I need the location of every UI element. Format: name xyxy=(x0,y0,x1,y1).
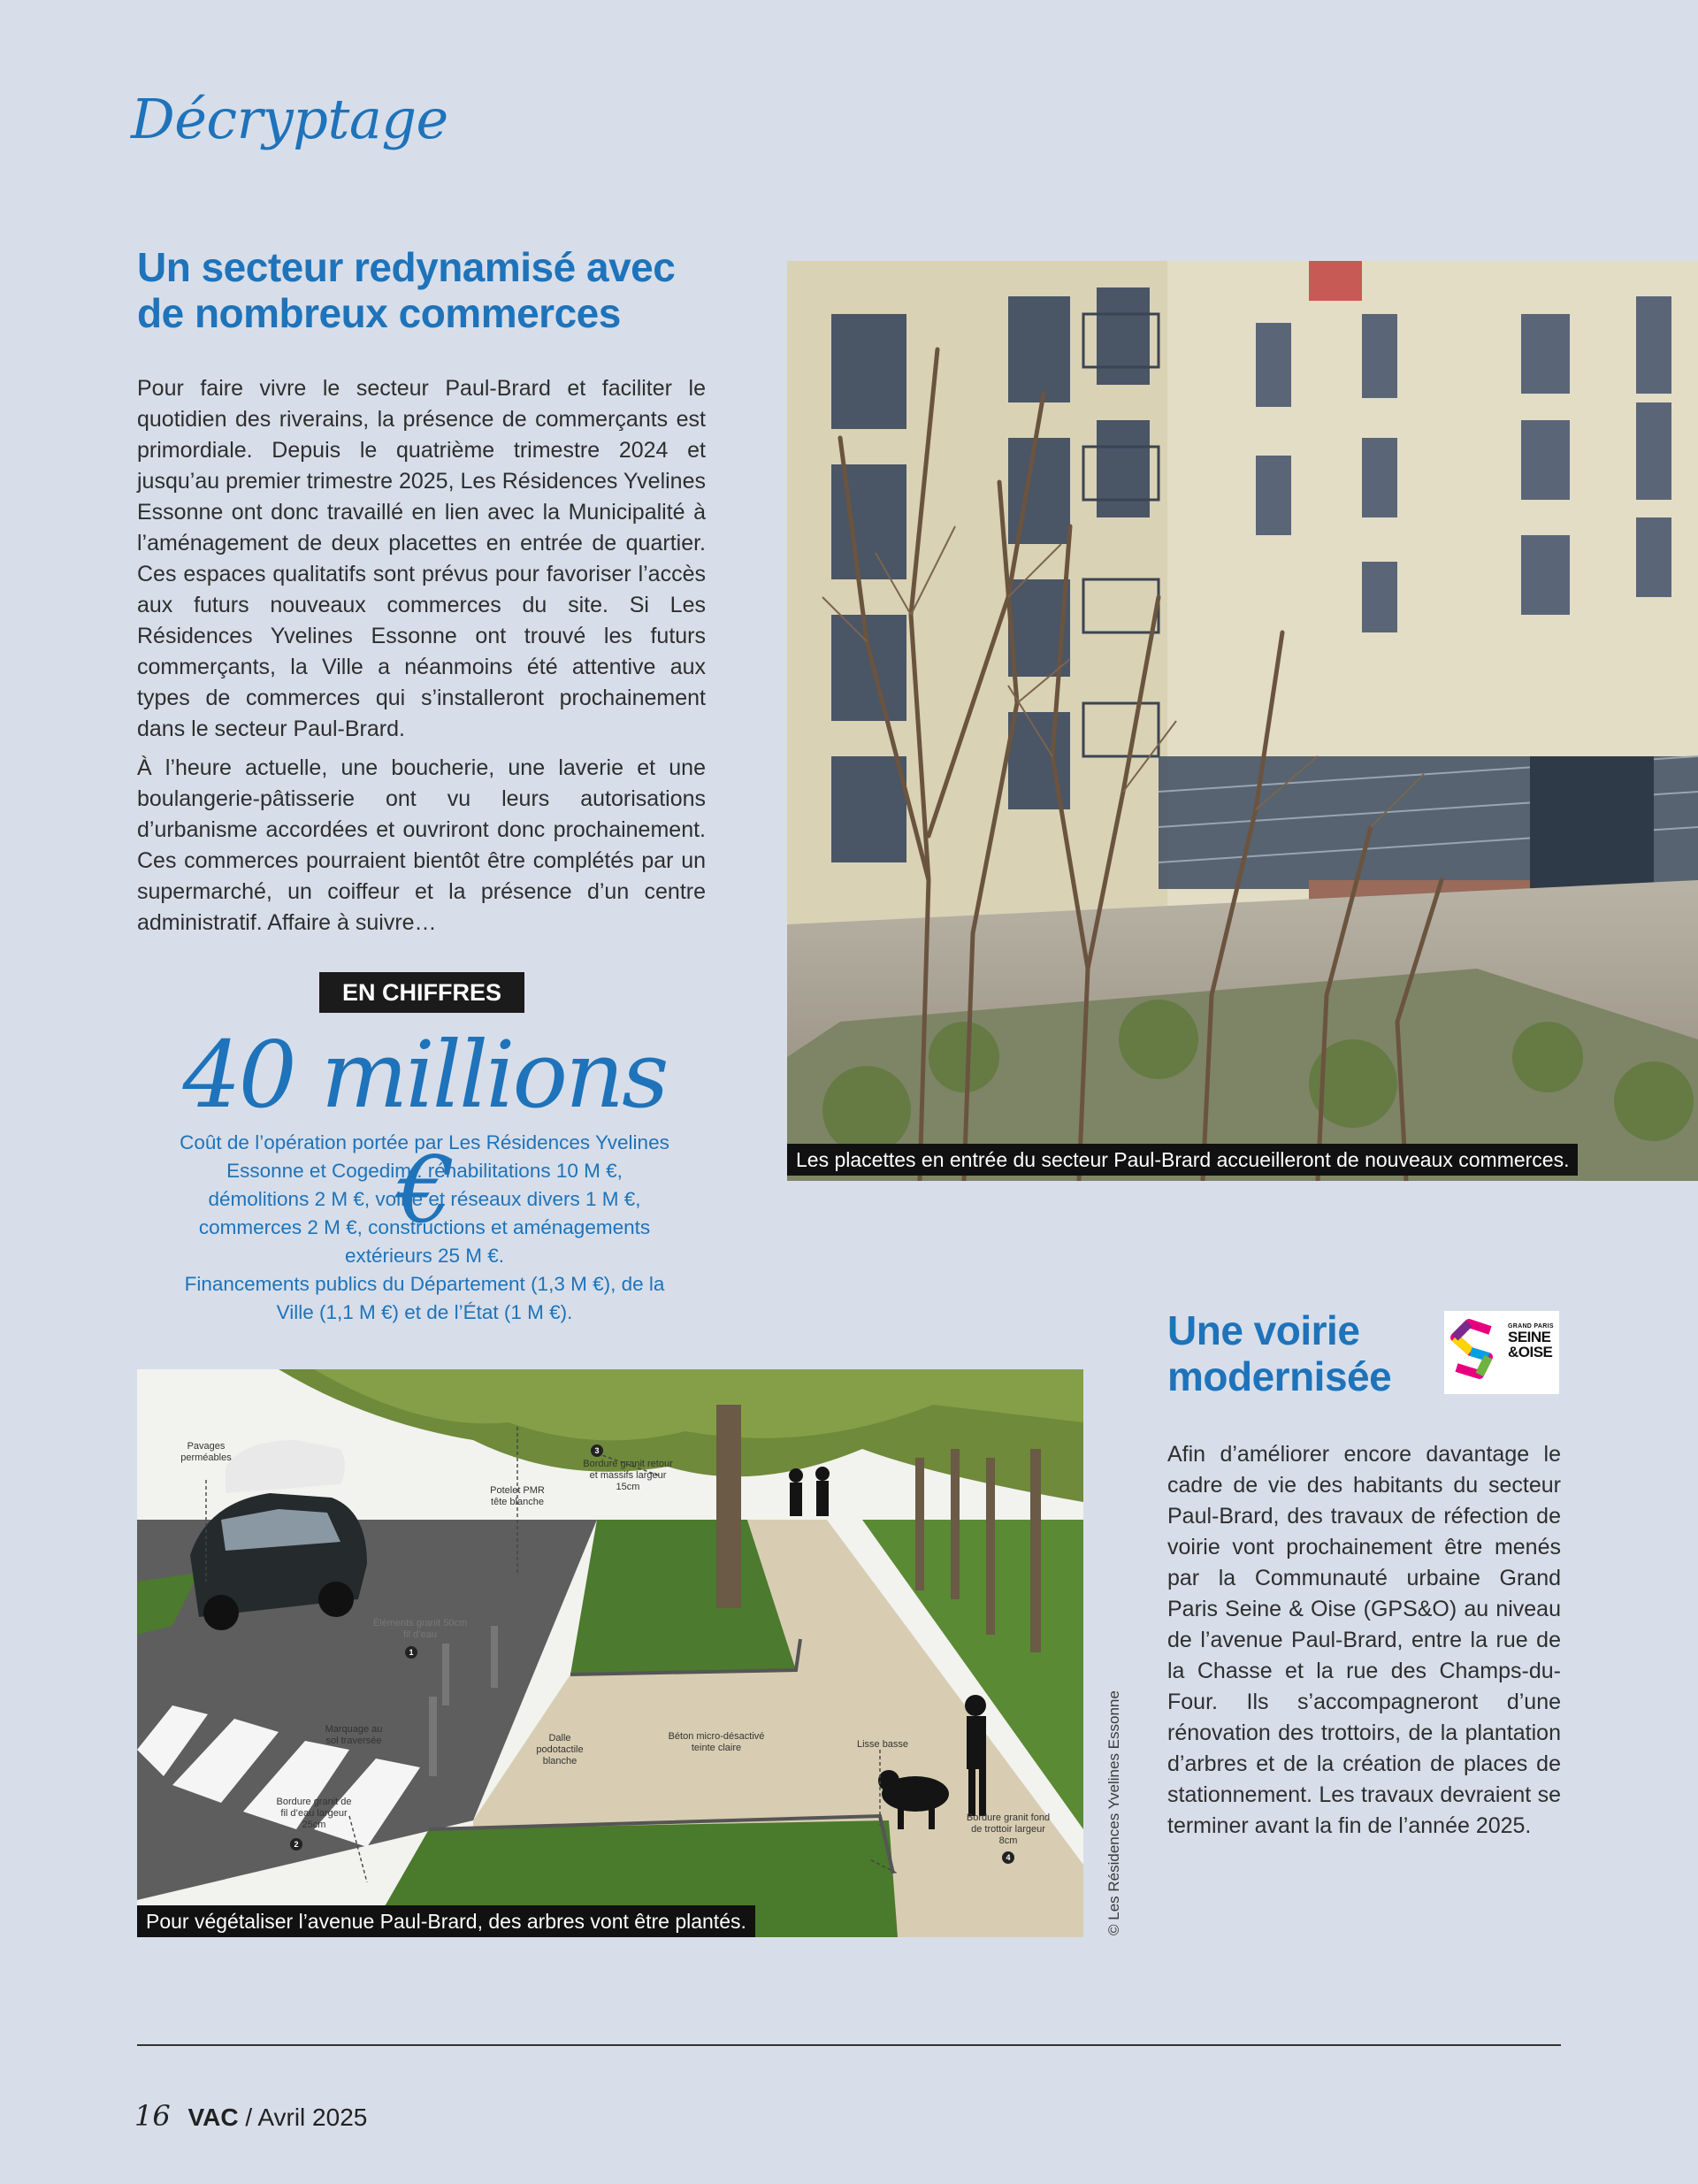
label-potelet: Potelet PMR tête blanche xyxy=(490,1485,545,1507)
label-dalle: Dalle podotactile blanche xyxy=(536,1733,584,1766)
label-bordure-2: Bordure granit de fil d’eau largeur 25cm xyxy=(276,1797,352,1830)
article-title xyxy=(137,244,675,336)
label-bordure-3: Bordure granit retour et massifs largeur 15cm xyxy=(583,1459,673,1492)
key-figure: 40 millions € xyxy=(182,1021,667,1244)
en-chiffres-badge: EN CHIFFRES xyxy=(319,972,524,1013)
article-body xyxy=(137,373,706,946)
label-pavages: Pavages perméables xyxy=(180,1441,232,1463)
street-render-illustration xyxy=(137,1369,1083,1937)
label-elements: Éléments granit 50cm fil d’eau xyxy=(372,1618,468,1640)
label-lisse: Lisse basse xyxy=(856,1739,909,1750)
page-number: 16 xyxy=(134,2099,171,2133)
label-bordure-4: Bordure granit fond de trottoir largeur 8cm xyxy=(966,1812,1051,1846)
footer-separator: / xyxy=(245,2104,253,2131)
article-title-line2: de nombreux commerces xyxy=(137,290,621,336)
public-funding: Financements publics du Département (1,3 M €), de la Ville (1,1 M €) et de l’État (1 M €). xyxy=(184,1273,665,1323)
gpso-logo-text xyxy=(1508,1323,1554,1360)
footer xyxy=(134,2099,367,2133)
key-figure-description xyxy=(177,1129,672,1327)
marker-3: 3 xyxy=(594,1446,600,1455)
marker-4: 4 xyxy=(1006,1853,1011,1862)
gpso-logo xyxy=(1444,1311,1559,1394)
article2-paragraph: Afin d’améliorer encore davantage le cadre de vie des habitants du secteur Paul-Brard, des travaux de réfection de voirie vont prochainement être menés par la Communauté urbaine Grand Paris Seine & Oise (GPS&O) au niveau de l’avenue Paul-Brard, entre la rue de la Chasse et la rue des Champs-du-Four. Ils s’accompagneront d’une rénovation des trottoirs, de la plantation d’arbres et de la création de places de stationnement. Les travaux devraient se terminer avant la fin de l’année 2025. xyxy=(1167,1442,1561,1838)
article2-title xyxy=(1167,1307,1391,1399)
label-marquage: Marquage au sol traversée xyxy=(325,1724,383,1746)
courtyard-photo xyxy=(787,261,1698,1181)
logo-line1: SEINE xyxy=(1508,1329,1551,1345)
label-beton: Béton micro-désactivé teinte claire xyxy=(668,1731,765,1753)
cost-breakdown: Coût de l’opération portée par Les Résidences Yvelines Essonne et Cogedim : réhabilitations 10 M €, démolitions 2 M €, voirie et réseaux divers 1 M €, commerces 2 M €, constructions et aménagements extérieurs 25 M €. xyxy=(180,1131,669,1267)
article-title-line1: Un secteur redynamisé avec xyxy=(137,244,676,290)
footer-rule xyxy=(137,2044,1561,2046)
article-paragraph-2: À l’heure actuelle, une boucherie, une laverie et une boulangerie-pâtisserie ont vu leurs autorisations d’urbanisme accordées et ouvriront donc prochainement. Ces commerces pourraient bientôt être complétés par un supermarché, un coiffeur et la présence d’un centre administratif. Affaire à suivre… xyxy=(137,755,706,935)
photo-caption: Les placettes en entrée du secteur Paul-Brard accueilleront de nouveaux commerces. xyxy=(787,1144,1578,1176)
article2-title-line2: modernisée xyxy=(1167,1353,1392,1399)
render-caption: Pour végétaliser l’avenue Paul-Brard, des arbres vont être plantés. xyxy=(137,1905,755,1937)
street-render xyxy=(137,1369,1083,1937)
issue-date: Avril 2025 xyxy=(257,2104,368,2131)
gpso-logo-icon xyxy=(1444,1311,1506,1394)
section-title: Décryptage xyxy=(131,87,448,151)
logo-small-text: GRAND PARIS xyxy=(1508,1323,1554,1330)
magazine-name: VAC xyxy=(187,2104,239,2131)
courtyard-photo-illustration xyxy=(787,261,1698,1181)
article2-title-line1: Une voirie xyxy=(1167,1307,1360,1353)
marker-2: 2 xyxy=(294,1840,299,1849)
logo-line2: &OISE xyxy=(1508,1344,1553,1360)
article2-body xyxy=(1167,1439,1561,1850)
photo-credit: © Les Résidences Yvelines Essonne xyxy=(1105,1690,1122,1935)
marker-1: 1 xyxy=(409,1648,414,1657)
article-paragraph-1: Pour faire vivre le secteur Paul-Brard et faciliter le quotidien des riverains, la présence de commerçants est primordiale. Depuis le quatrième trimestre 2024 et jusqu’au premier trimestre 2025, Les Résidences Yvelines Essonne ont donc travaillé en lien avec la Municipalité à l’aménagement de deux placettes en entrée de quartier. Ces espaces qualitatifs sont prévus pour favoriser l’accès aux futurs nouveaux commerces du site. Si Les Résidences Yvelines Essonne ont trouvé les futurs commerçants, la Ville a néanmoins été attentive aux types de commerces qui s’installeront prochainement dans le secteur Paul-Brard. xyxy=(137,376,706,741)
